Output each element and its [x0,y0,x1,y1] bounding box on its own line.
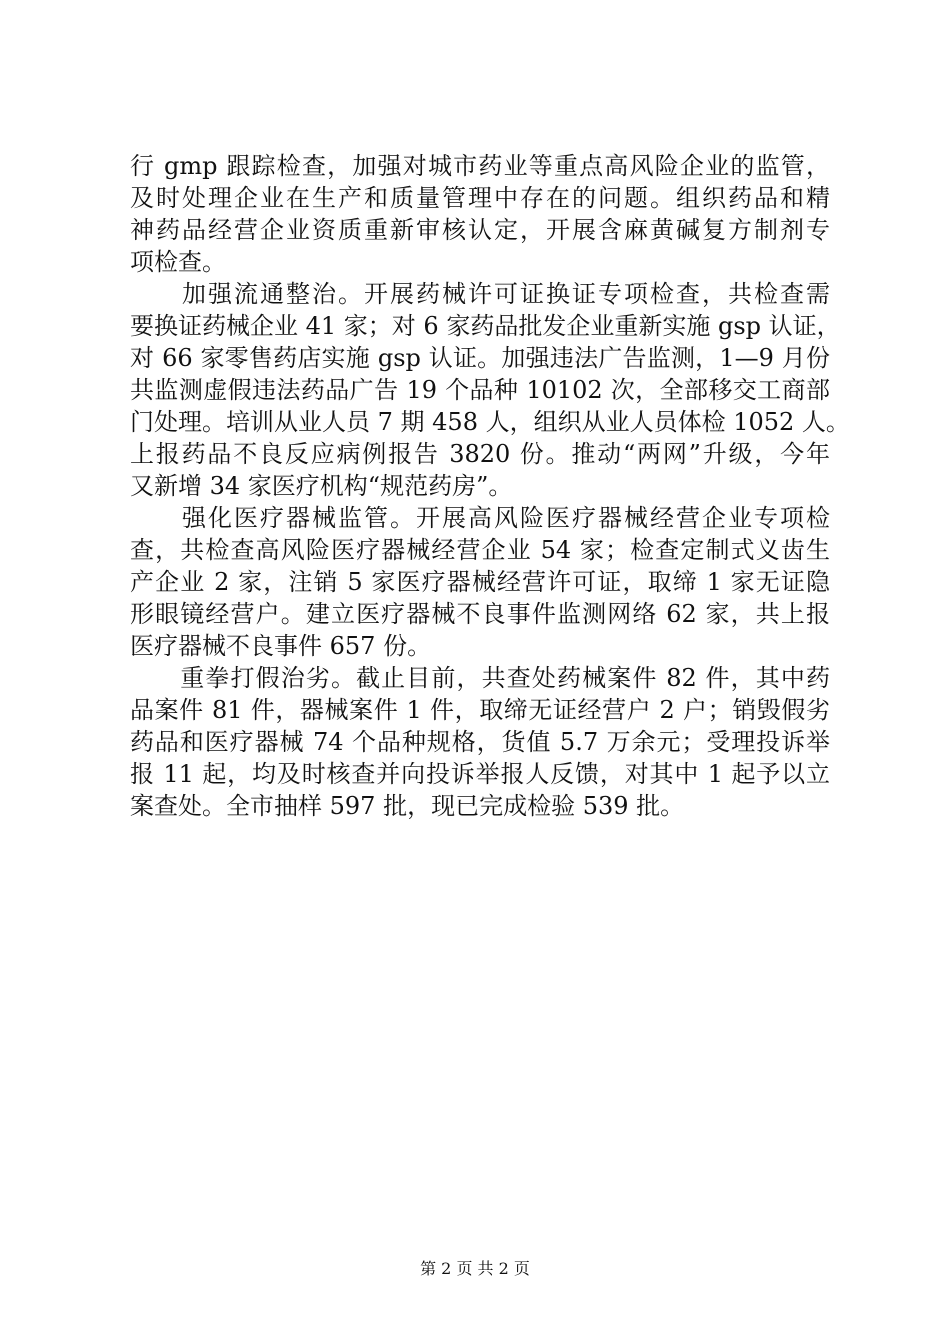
text-line: 对 66 家零售药店实施 gsp 认证。加强违法广告监测，1—9 月份 [130,344,830,372]
text-line: 神药品经营企业资质重新审核认定，开展含麻黄碱复方制剂专 [130,216,830,244]
text-line: 及时处理企业在生产和质量管理中存在的问题。组织药品和精 [130,184,830,212]
text-line: 又新增 34 家医疗机构“规范药房”。 [130,472,513,500]
text-line: 药品和医疗器械 74 个品种规格，货值 5.7 万余元；受理投诉举 [130,728,830,756]
text-line: 强化医疗器械监管。开展高风险医疗器械经营企业专项检 [130,504,830,532]
text-line: 形眼镜经营户。建立医疗器械不良事件监测网络 62 家，共上报 [130,600,830,628]
text-line: 门处理。培训从业人员 7 期 458 人，组织从业人员体检 1052 人。 [130,408,850,436]
text-line: 要换证药械企业 41 家；对 6 家药品批发企业重新实施 gsp 认证， [130,312,841,340]
text-line: 加强流通整治。开展药械许可证换证专项检查，共检查需 [130,280,830,308]
document-body [130,150,850,822]
text-line: 上报药品不良反应病例报告 3820 份。推动“两网”升级，今年 [130,440,830,468]
text-line: 重拳打假治劣。截止目前，共查处药械案件 82 件，其中药 [130,664,830,692]
text-line: 案查处。全市抽样 597 批，现已完成检验 539 批。 [130,792,685,820]
text-line: 共监测虚假违法药品广告 19 个品种 10102 次，全部移交工商部 [130,376,830,404]
text-line: 品案件 81 件，器械案件 1 件，取缔无证经营户 2 户；销毁假劣 [130,696,830,724]
text-line: 产企业 2 家，注销 5 家医疗器械经营许可证，取缔 1 家无证隐 [130,568,830,596]
text-line: 项检查。 [130,248,226,276]
text-line: 医疗器械不良事件 657 份。 [130,632,432,660]
text-line: 行 gmp 跟踪检查，加强对城市药业等重点高风险企业的监管， [130,152,830,180]
text-line: 报 11 起，均及时核查并向投诉举报人反馈，对其中 1 起予以立 [130,760,830,788]
text-line: 查，共检查高风险医疗器械经营企业 54 家；检查定制式义齿生 [130,536,830,564]
page-footer: 第 2 页 共 2 页 [420,1259,530,1278]
